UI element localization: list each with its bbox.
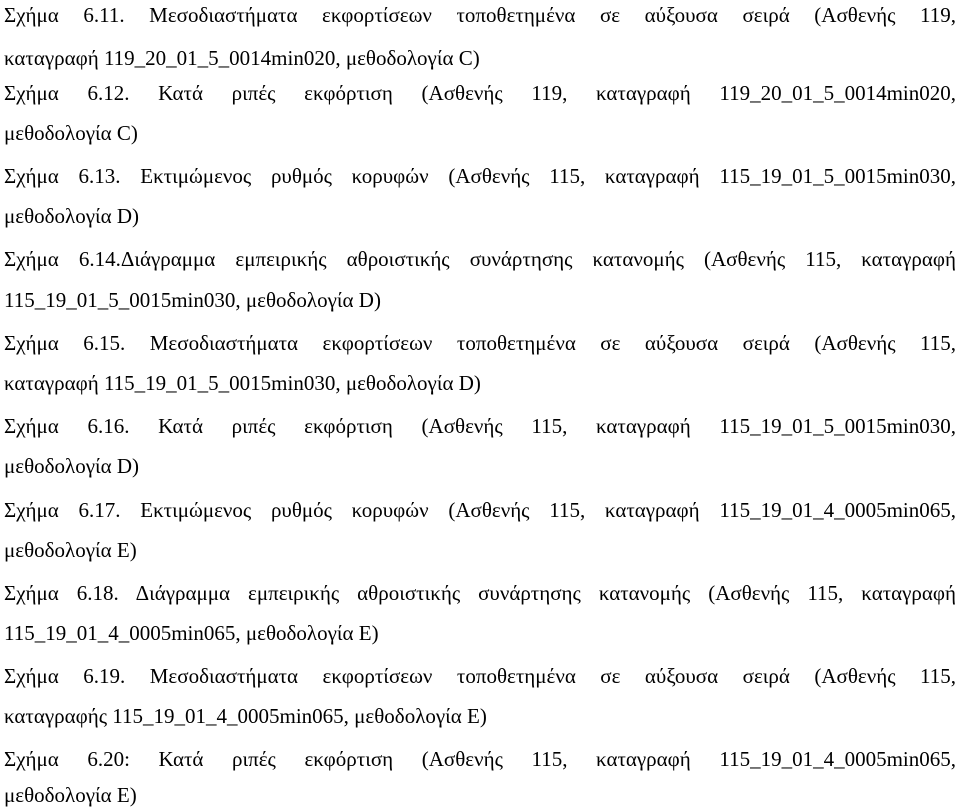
caption-6-19-line-2: καταγραφής 115_19_01_4_0005min065, μεθοδολογία E): [4, 704, 487, 728]
caption-6-15-line-1: Σχήμα 6.15. Μεσοδιαστήματα εκφορτίσεων τοποθετημένα σε αύξουσα σειρά (Ασθενής 115,: [4, 331, 956, 355]
caption-6-13-line-2: μεθοδολογία D): [4, 204, 140, 228]
caption-6-19-line-1: Σχήμα 6.19. Μεσοδιαστήματα εκφορτίσεων τοποθετημένα σε αύξουσα σειρά (Ασθενής 115,: [4, 664, 956, 688]
caption-6-16-line-2: μεθοδολογία D): [4, 454, 140, 478]
caption-6-16-line-1: Σχήμα 6.16. Κατά ριπές εκφόρτιση (Ασθενής 115, καταγραφή 115_19_01_5_0015min030,: [4, 414, 956, 438]
caption-6-11-line-2: καταγραφή 119_20_01_5_0014min020, μεθοδολογία C): [4, 46, 480, 70]
caption-6-18-line-2: 115_19_01_4_0005min065, μεθοδολογία E): [4, 621, 379, 645]
caption-6-14-line-2: 115_19_01_5_0015min030, μεθοδολογία D): [4, 288, 381, 312]
caption-6-14-line-1: Σχήμα 6.14.Διάγραμμα εμπειρικής αθροιστικής συνάρτησης κατανομής (Ασθενής 115, καταγραφή: [4, 247, 956, 271]
caption-6-18-line-1: Σχήμα 6.18. Διάγραμμα εμπειρικής αθροιστικής συνάρτησης κατανομής (Ασθενής 115, καταγραφή: [4, 581, 956, 605]
caption-6-20-line-1: Σχήμα 6.20: Κατά ριπές εκφόρτιση (Ασθενής 115, καταγραφή 115_19_01_4_0005min065,: [4, 747, 956, 771]
caption-6-20-line-2: μεθοδολογία E): [4, 783, 137, 807]
caption-6-11-line-1: Σχήμα 6.11. Μεσοδιαστήματα εκφορτίσεων τοποθετημένα σε αύξουσα σειρά (Ασθενής 119,: [4, 3, 956, 27]
caption-6-13-line-1: Σχήμα 6.13. Εκτιμώμενος ρυθμός κορυφών (Ασθενής 115, καταγραφή 115_19_01_5_0015min030,: [4, 164, 956, 188]
caption-6-12-line-2: μεθοδολογία C): [4, 121, 138, 145]
caption-6-17-line-1: Σχήμα 6.17. Εκτιμώμενος ρυθμός κορυφών (Ασθενής 115, καταγραφή 115_19_01_4_0005min065,: [4, 498, 956, 522]
caption-6-12-line-1: Σχήμα 6.12. Κατά ριπές εκφόρτιση (Ασθενής 119, καταγραφή 119_20_01_5_0014min020,: [4, 81, 956, 105]
caption-6-15-line-2: καταγραφή 115_19_01_5_0015min030, μεθοδολογία D): [4, 371, 481, 395]
caption-6-17-line-2: μεθοδολογία E): [4, 538, 137, 562]
